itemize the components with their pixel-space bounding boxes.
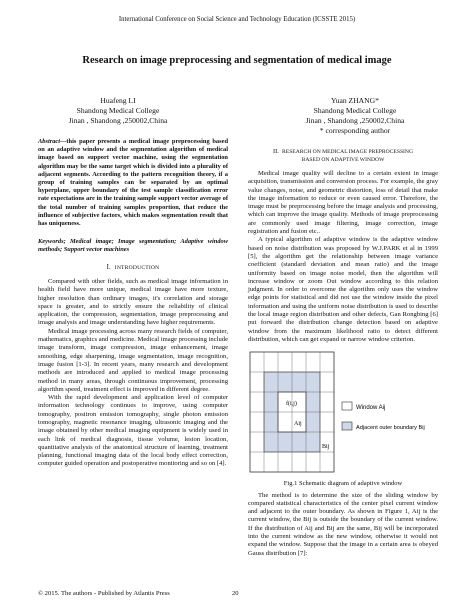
- center-pixel-label: f(i,j): [286, 401, 297, 408]
- page-number: 20: [232, 590, 239, 597]
- paragraph: [38, 328, 228, 394]
- right-column: [248, 148, 438, 558]
- author-affiliation: Shandong Medical College: [76, 106, 160, 115]
- author-address: Jinan , Shandong ,250002,China: [305, 116, 405, 125]
- author-block-2: [240, 96, 470, 136]
- section-2-title-line-2: BASED ON ADAPTIVE WINDOW: [301, 157, 385, 163]
- section-2-heading: [248, 148, 438, 164]
- abstract-text: —this paper presents a medical image preprocessing based on an adaptive window and the segmentation algorithm of medical image based on support vector machine, using the segmentation algorithm may be the same target which is divided into a plurality of adjacent segments. According to the pattern recognition theory, if a group of training samples can be separated by an optimal hyperplane, upper boundary of the test sample classification error rate expectations are in the training sample support vector average of the total number of training samples proportion, that reduce the influence of subjective factors, which makes segmentation result that has uniqueness.: [38, 138, 228, 228]
- legend-window-swatch: [342, 402, 352, 410]
- keywords: Keywords; Medical image; Image segmentation; Adaptive window methods; Support vector machines: [38, 238, 228, 254]
- author-address: Jinan , Shandong ,250002,China: [68, 116, 168, 125]
- abstract-lead: Abstract: [38, 138, 61, 145]
- legend-adjacent-label: Adjacent outer boundary Bij: [356, 425, 425, 432]
- paragraph: Medical image quality will decline to a certain extent in image acquisition, transmission and conversion process. For example, the gray value changes, noise, and geometric distortion, loss of detail that make the image information to reduce or even caused error. Therefore, the image must be preprocessing before the image analysis and processing, which can improve the image quality. Methods of image preprocessing are commonly used image filtering, image correction, image registration and fusion etc..: [248, 170, 438, 236]
- section-1-heading: [38, 264, 228, 272]
- corresponding-note: * corresponding author: [319, 126, 391, 135]
- author-name: Yuan ZHANG*: [331, 96, 379, 105]
- conference-header: International Conference on Social Science and Technology Education (ICSSTE 2015): [118, 16, 356, 23]
- section-2-title-line-1: RESEARCH ON MEDICAL IMAGE PREPROCESSING: [282, 149, 413, 155]
- abstract: [38, 138, 228, 228]
- section-1-title: INTRODUCTION: [114, 264, 160, 271]
- paragraph: With the rapid development and application level of computer information technology continues to improve, using computer tomography, positron emission tomography, single photon emission tomography, magnetic resonance imaging, ultrasonic imaging and the image obtained by other medical imaging equipment is widely used in each link of medical diagnosis, tissue volume, lesion location, quantitative analysis of the anatomical structure of learning, treatment planning, functional imaging data of the local body effect correction, computer guided operation and postoperative monitoring and so on [4].: [38, 394, 228, 468]
- paragraph: The method is to determine the size of the sliding window by compared statistical characteristics of the center pixel current window and adjacent to the outer boundary. As shown in Figure 1, Aij is the current window, the Bij is outside the boundary of the current window. If the distribution of Aij and Bij are the same, Bij will be incorporated into the current window as the new window, otherwise it would not expand the window. Suppose that the image in a certain area is obeyed Gauss distribution [7]:: [248, 491, 438, 557]
- copyright-notice: © 2015. The authors - Published by Atlantis Press: [38, 590, 170, 597]
- author-affiliation: Shandong Medical College: [313, 106, 397, 115]
- author-name: Huafeng LI: [100, 96, 136, 105]
- paragraph-text: Medical image processing across many research fields of computer, mathematics, graphics and medicine. Medical image processing include image transform, image compression, image enhancement, image smoothing, edge sharpening, image segmentation, image recognition, image fusion [1-3]. In recent years, many research and development methods are introduced and applied to medical image processing method in many areas, through continuous improvement, processing algorithm speed, treatment effect is improved in different degree.: [38, 327, 228, 393]
- figure-1: [248, 350, 438, 478]
- window-label: Aij: [294, 421, 302, 428]
- paragraph: A typical algorithm of adaptive window is the adaptive window based on noise distribution was proposed by W.J.PARK et al in 1999 [5], the algorithm get the relationship between image variance coefficient (standard deviation and mean ratio) and the image uniformity based on image noise model, then the algorithm will increase window or zoom Out window according to this relation judgment. In order to overcome the algorithm only uses the window edge points for statistical and did not use the window inside the pixel information and using the uniform noise distribution is used to describe the local image region distribution and other defects, Gan Rongbing [6] put forward the distribution change detection based on adaptive window from the maximum likelihood ratio to detect different distribution, which can get expand or narrow window criterion.: [248, 236, 438, 343]
- adaptive-window-diagram: [248, 350, 438, 478]
- paper-title: Research on image preprocessing and segmentation of medical image: [82, 55, 392, 66]
- legend-window-label: Window Aij: [356, 405, 386, 412]
- author-block-1: [3, 96, 233, 126]
- left-column: [38, 138, 228, 469]
- paragraph: Compared with other fields, such as medical image information in health field have more unique, medical image have more texture, higher resolution than ordinary images, it's correlation and storage space is greater, and to strictly ensure the reliability of clinical application, the compression, segmentation, image preprocessing and image analysis and image understanding have higher requirements.: [38, 277, 228, 327]
- figure-caption: Fig.1 Schematic diagram of adaptive window: [283, 480, 403, 488]
- section-1-numeral: I.: [106, 263, 111, 271]
- legend-adjacent-swatch: [342, 422, 352, 430]
- adjacent-label: Bij: [322, 444, 330, 451]
- section-2-numeral: II.: [272, 148, 279, 155]
